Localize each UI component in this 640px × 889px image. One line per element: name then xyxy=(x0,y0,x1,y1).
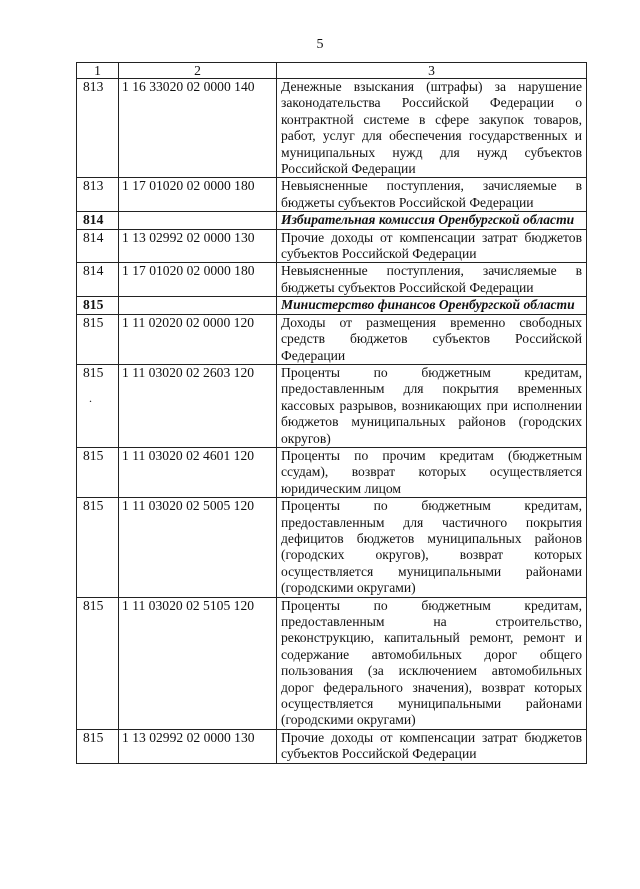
table-row xyxy=(77,597,587,729)
revenue-code-cell: 1 11 03020 02 5105 120 xyxy=(119,597,277,729)
administrator-code: 815 xyxy=(83,364,104,380)
administrator-code: 815 xyxy=(83,314,104,330)
revenue-code-cell: 1 13 02992 02 0000 130 xyxy=(119,729,277,763)
table-body xyxy=(77,79,587,764)
table-row xyxy=(77,364,587,447)
administrator-code-cell xyxy=(77,597,119,729)
administrator-code: 815 xyxy=(83,447,104,463)
administrator-code-cell xyxy=(77,212,119,229)
column-header-2: 2 xyxy=(119,63,277,79)
revenue-code-cell xyxy=(119,212,277,229)
revenue-code-cell: 1 11 02020 02 0000 120 xyxy=(119,314,277,364)
administrator-code: 813 xyxy=(83,178,104,194)
administrator-code-cell xyxy=(77,364,119,447)
table-row xyxy=(77,447,587,497)
administrator-code: 815 xyxy=(83,297,104,313)
table-row xyxy=(77,498,587,597)
administrator-code-cell xyxy=(77,314,119,364)
administrator-code-cell xyxy=(77,498,119,597)
stray-mark: . xyxy=(89,391,92,406)
administrator-code: 814 xyxy=(83,229,104,245)
revenue-description-cell: Проценты по бюджетным кредитам, предоставленным на строительство, реконструкцию, капитальный ремонт, ремонт и содержание автомобильных дорог общего пользования (за исключением автомобильных дорог федерального значения), возврат которых осуществляется муниципальными районами (городскими округами) xyxy=(277,597,587,729)
revenue-code-cell xyxy=(119,297,277,314)
revenue-code-cell: 1 17 01020 02 0000 180 xyxy=(119,178,277,212)
table-row xyxy=(77,79,587,178)
revenue-description-cell: Невыясненные поступления, зачисляемые в бюджеты субъектов Российской Федерации xyxy=(277,178,587,212)
administrator-code-cell xyxy=(77,729,119,763)
administrator-code: 815 xyxy=(83,597,104,613)
administrator-code: 815 xyxy=(83,729,104,745)
administrator-name-cell: Министерство финансов Оренбургской области xyxy=(277,297,587,314)
administrator-code: 814 xyxy=(83,263,104,279)
column-header-3: 3 xyxy=(277,63,587,79)
administrator-code: 814 xyxy=(83,212,104,228)
revenue-code-cell: 1 17 01020 02 0000 180 xyxy=(119,263,277,297)
administrator-code-cell xyxy=(77,178,119,212)
revenue-description-cell: Проценты по бюджетным кредитам, предоставленным для частичного покрытия дефицитов бюджетов муниципальных районов (городских округов), возврат которых осуществляется муниципальными районами (городскими округами) xyxy=(277,498,587,597)
table-row xyxy=(77,263,587,297)
administrator-code: 813 xyxy=(83,79,104,94)
revenue-description-cell: Невыясненные поступления, зачисляемые в бюджеты субъектов Российской Федерации xyxy=(277,263,587,297)
administrator-code-cell xyxy=(77,79,119,178)
revenue-description-cell: Доходы от размещения временно свободных средств бюджетов субъектов Российской Федерации xyxy=(277,314,587,364)
table-section-heading-row xyxy=(77,297,587,314)
revenue-code-cell: 1 11 03020 02 5005 120 xyxy=(119,498,277,597)
table-row xyxy=(77,229,587,263)
administrator-code: 815 xyxy=(83,498,104,514)
table-row xyxy=(77,314,587,364)
revenue-code-cell: 1 16 33020 02 0000 140 xyxy=(119,79,277,178)
administrator-name-cell: Избирательная комиссия Оренбургской области xyxy=(277,212,587,229)
administrator-code-cell xyxy=(77,447,119,497)
revenue-code-cell: 1 11 03020 02 4601 120 xyxy=(119,447,277,497)
revenue-description-cell: Прочие доходы от компенсации затрат бюджетов субъектов Российской Федерации xyxy=(277,729,587,763)
table-row xyxy=(77,178,587,212)
table-header-row xyxy=(77,63,587,79)
revenue-description-cell: Проценты по бюджетным кредитам, предоставленным для покрытия временных кассовых разрывов, возникающих при исполнении бюджетов муниципальных районов (городских округов) xyxy=(277,364,587,447)
column-header-1: 1 xyxy=(77,63,119,79)
page-number: 5 xyxy=(316,37,324,52)
revenue-code-cell: 1 11 03020 02 2603 120 xyxy=(119,364,277,447)
table-section-heading-row xyxy=(77,212,587,229)
administrator-code-cell xyxy=(77,297,119,314)
budget-classification-table xyxy=(76,62,587,764)
administrator-code-cell xyxy=(77,263,119,297)
revenue-description-cell: Денежные взыскания (штрафы) за нарушение законодательства Российской Федерации о контрактной системе в сфере закупок товаров, работ, услуг для обеспечения государственных и муниципальных нужд для нужд субъектов Российской Федерации xyxy=(277,79,587,178)
administrator-code-cell xyxy=(77,229,119,263)
revenue-description-cell: Прочие доходы от компенсации затрат бюджетов субъектов Российской Федерации xyxy=(277,229,587,263)
table-row xyxy=(77,729,587,763)
revenue-code-cell: 1 13 02992 02 0000 130 xyxy=(119,229,277,263)
revenue-description-cell: Проценты по прочим кредитам (бюджетным ссудам), возврат которых осуществляется юридическим лицом xyxy=(277,447,587,497)
